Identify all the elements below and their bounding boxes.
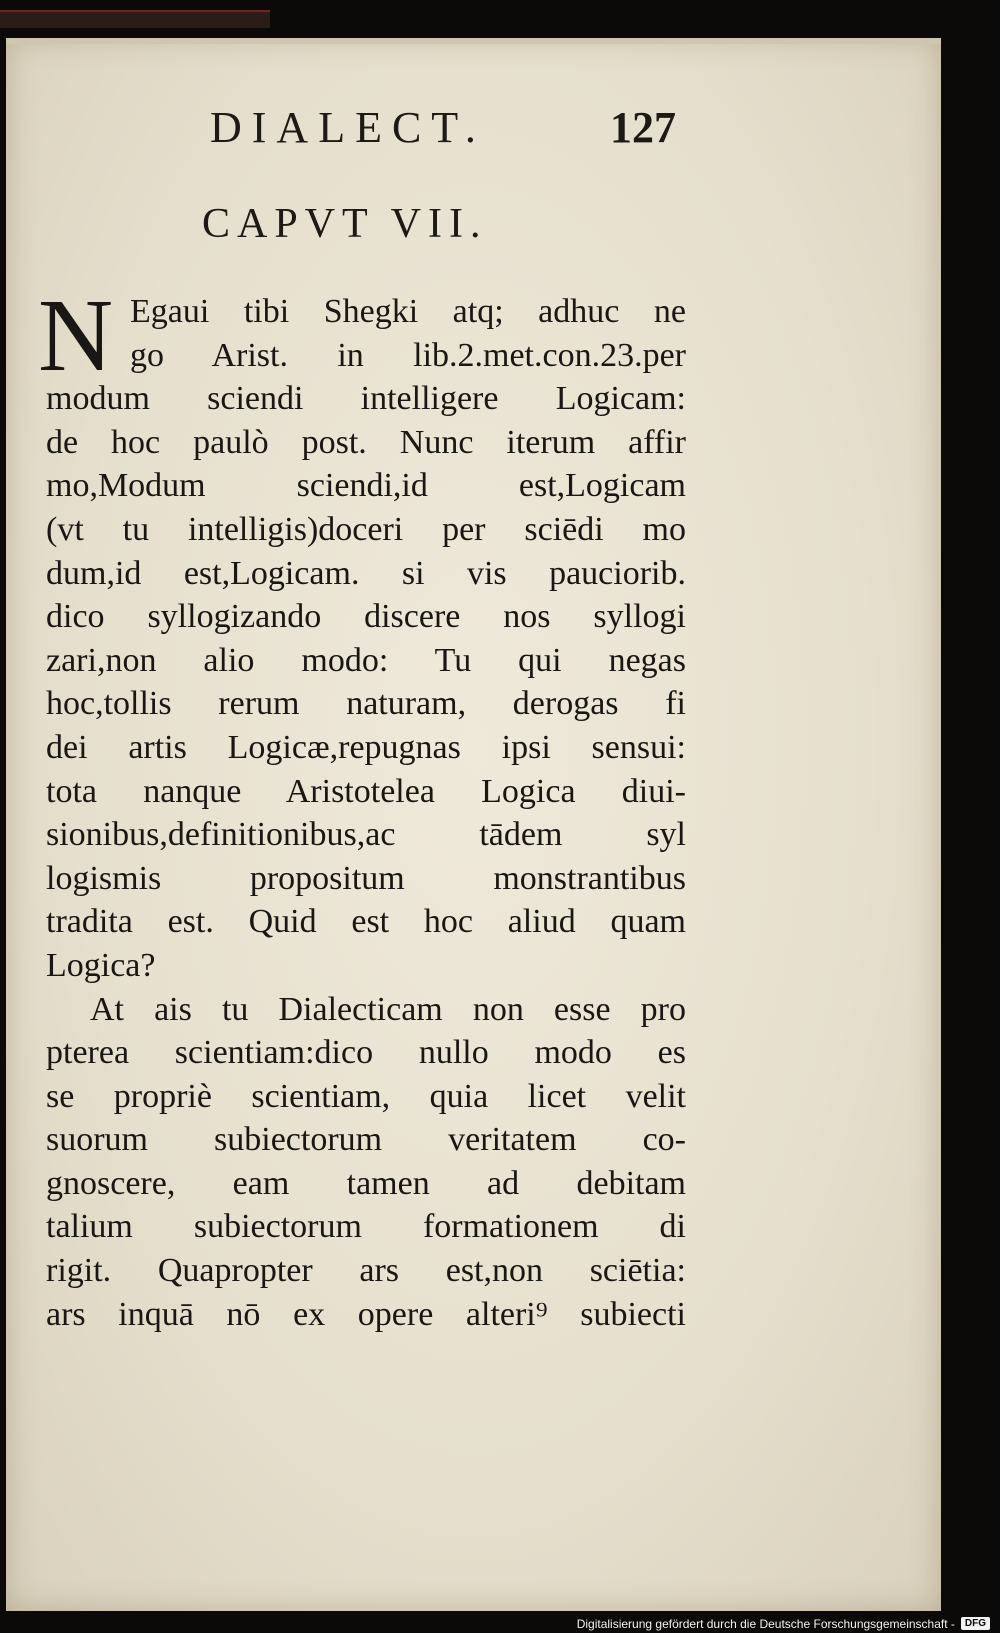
running-head: DIALECT. bbox=[210, 103, 486, 152]
chapter-title: CAPVT VII. bbox=[202, 201, 488, 247]
text-line: ars inquā nō ex opere alteri⁹ subiecti bbox=[46, 1295, 686, 1333]
text-line: tota nanque Aristotelea Logica diui- bbox=[46, 772, 686, 810]
text-line: talium subiectorum formationem di bbox=[46, 1208, 686, 1246]
previous-page-edge bbox=[0, 10, 270, 28]
text-line: dum,id est,Logicam. si vis pauciorib. bbox=[46, 554, 686, 592]
text-line: mo,Modum sciendi,id est,Logicam bbox=[46, 467, 686, 505]
text-line: pterea scientiam:dico nullo modo es bbox=[46, 1034, 686, 1072]
page-number: 127 bbox=[610, 103, 676, 152]
text-line: gnoscere, eam tamen ad debitam bbox=[46, 1164, 686, 1202]
text-line: de hoc paulò post. Nunc iterum affir bbox=[46, 423, 686, 461]
text-line: se propriè scientiam, quia licet velit bbox=[46, 1077, 686, 1115]
text-line: Logica? bbox=[46, 946, 156, 984]
page-edge bbox=[6, 38, 941, 44]
text-line: go Arist. in lib.2.met.con.23.per bbox=[130, 336, 686, 374]
paragraph-start-line: At ais tu Dialecticam non esse pro bbox=[90, 990, 686, 1028]
credit-text: Digitalisierung gefördert durch die Deutsche Forschungsgemeinschaft - bbox=[576, 1616, 955, 1631]
text-line: tradita est. Quid est hoc aliud quam bbox=[46, 903, 686, 941]
drop-cap: N bbox=[38, 278, 114, 393]
text-line: suorum subiectorum veritatem co- bbox=[46, 1121, 686, 1159]
text-line: hoc,tollis rerum naturam, derogas fi bbox=[46, 685, 686, 723]
text-line: zari,non alio modo: Tu qui negas bbox=[46, 641, 686, 679]
text-line: dei artis Logicæ,repugnas ipsi sensui: bbox=[46, 728, 686, 766]
text-line: rigit. Quapropter ars est,non sciētia: bbox=[46, 1252, 686, 1290]
text-line: sionibus,definitionibus,ac tādem syl bbox=[46, 816, 686, 854]
text-line: logismis propositum monstrantibus bbox=[46, 859, 686, 897]
body-text bbox=[46, 290, 686, 1336]
dfg-logo: DFG bbox=[961, 1617, 990, 1630]
digitization-credit bbox=[577, 1614, 990, 1633]
text-line: dico syllogizando discere nos syllogi bbox=[46, 598, 686, 636]
text-line: modum sciendi intelligere Logicam: bbox=[46, 380, 686, 418]
text-line: (vt tu intelligis)doceri per sciēdi mo bbox=[46, 510, 686, 548]
text-line: Egaui tibi Shegki atq; adhuc ne bbox=[130, 293, 686, 330]
